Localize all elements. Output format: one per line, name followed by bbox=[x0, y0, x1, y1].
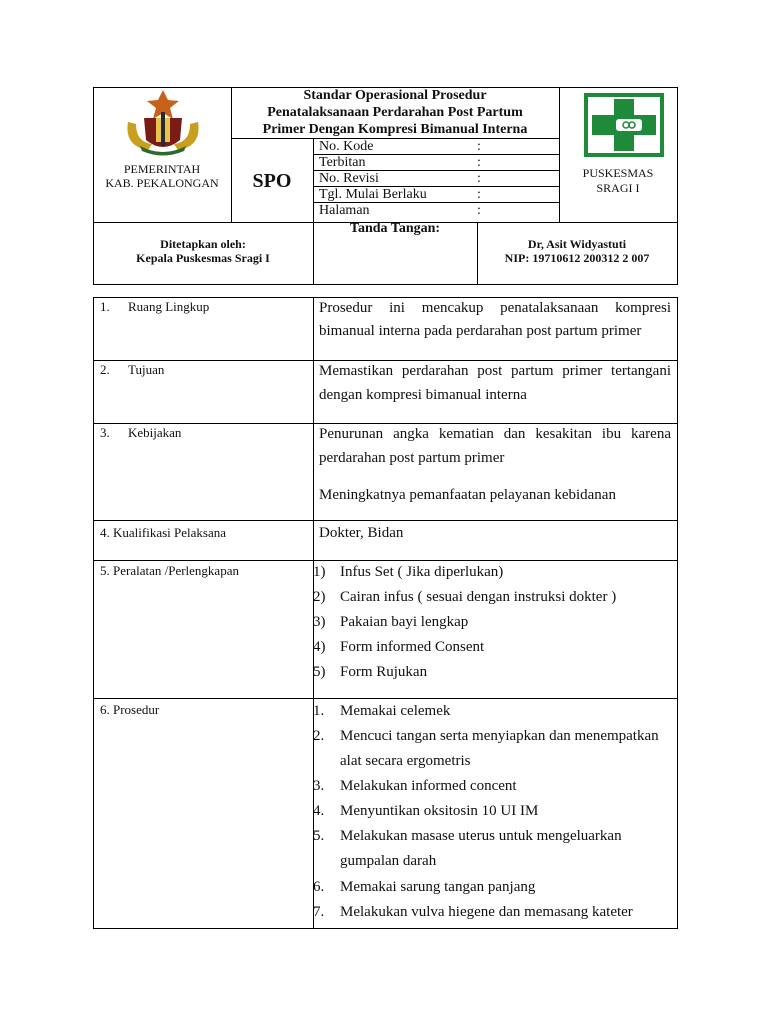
signer-nip: NIP: 19710612 200312 2 007 bbox=[504, 251, 650, 265]
section-1-text-line-2: bimanual interna pada perdarahan post partum primer bbox=[319, 323, 642, 339]
section-1-text-line-1: Prosedur ini mencakup penatalaksanaan kompresi bbox=[319, 300, 671, 316]
section-1-number: 1. bbox=[100, 299, 110, 314]
section-3-text-line-3: Meningkatnya pemanfaatan pelayanan kebidanan bbox=[319, 487, 616, 503]
meta-sep: : bbox=[477, 203, 481, 218]
list-item-number: 1. bbox=[313, 703, 325, 719]
list-item: Menyuntikan oksitosin 10 UI IM bbox=[340, 803, 539, 819]
list-item-number: 4) bbox=[313, 639, 326, 655]
section-6-label: 6. Prosedur bbox=[100, 702, 160, 717]
list-item: Melakukan vulva hiegene dan memasang kateter bbox=[340, 904, 633, 920]
section-2-text-line-1: Memastikan perdarahan post partum primer tertangani bbox=[319, 363, 671, 379]
set-by-label: Ditetapkan oleh: bbox=[160, 237, 246, 251]
list-item-number: 5. bbox=[313, 828, 325, 844]
section-3-text-line-1: Penurunan angka kematian dan kesakitan ibu karena bbox=[319, 426, 671, 442]
section-4-label: 4. Kualifikasi Pelaksana bbox=[100, 525, 226, 540]
title-line-2: Penatalaksanaan Perdarahan Post Partum bbox=[267, 105, 523, 120]
meta-sep: : bbox=[477, 171, 481, 186]
list-item: Memakai sarung tangan panjang bbox=[340, 879, 536, 895]
title-line-3: Primer Dengan Kompresi Bimanual Interna bbox=[262, 122, 528, 137]
meta-label-tgl-mulai: Tgl. Mulai Berlaku bbox=[319, 187, 427, 202]
title-line-1: Standar Operasional Prosedur bbox=[303, 88, 487, 103]
list-item: Form Rujukan bbox=[340, 664, 428, 680]
left-org-line-1: PEMERINTAH bbox=[123, 162, 201, 176]
section-5-label: 5. Peralatan /Perlengkapan bbox=[100, 563, 239, 578]
list-item-continuation: gumpalan darah bbox=[340, 853, 437, 869]
list-item-number: 2. bbox=[313, 728, 325, 744]
list-item: Memakai celemek bbox=[340, 703, 451, 719]
list-item-continuation: alat secara ergometris bbox=[340, 753, 471, 769]
pekalongan-crest-logo bbox=[122, 88, 204, 158]
list-item-number: 2) bbox=[313, 589, 326, 605]
list-item: Infus Set ( Jika diperlukan) bbox=[340, 564, 504, 580]
list-item-number: 5) bbox=[313, 664, 326, 680]
meta-sep: : bbox=[477, 139, 481, 154]
meta-label-no-kode: No. Kode bbox=[319, 139, 374, 154]
list-item: Form informed Consent bbox=[340, 639, 485, 655]
meta-label-halaman: Halaman bbox=[319, 203, 370, 218]
list-item-number: 7. bbox=[313, 904, 325, 920]
section-2-number: 2. bbox=[100, 362, 110, 377]
signer-name: Dr, Asit Widyastuti bbox=[527, 237, 627, 251]
meta-label-no-revisi: No. Revisi bbox=[319, 171, 379, 186]
meta-sep: : bbox=[477, 187, 481, 202]
list-item: Cairan infus ( sesuai dengan instruksi dokter ) bbox=[340, 589, 617, 605]
list-item: Pakaian bayi lengkap bbox=[340, 614, 469, 630]
list-item: Melakukan masase uterus untuk mengeluarkan bbox=[340, 828, 622, 844]
spo-label: SPO bbox=[252, 170, 292, 192]
section-3-number: 3. bbox=[100, 425, 110, 440]
list-item-number: 3) bbox=[313, 614, 326, 630]
section-4-value: Dokter, Bidan bbox=[319, 525, 404, 541]
list-item: Melakukan informed concent bbox=[340, 778, 517, 794]
section-2-text-line-2: dengan kompresi bimanual interna bbox=[319, 387, 527, 403]
meta-sep: : bbox=[477, 155, 481, 170]
list-item-number: 4. bbox=[313, 803, 325, 819]
left-org-line-2: KAB. PEKALONGAN bbox=[105, 176, 219, 190]
set-by-title: Kepala Puskesmas Sragi I bbox=[136, 251, 270, 265]
section-3-label: Kebijakan bbox=[128, 425, 182, 440]
right-org-line-1: PUSKESMAS bbox=[582, 166, 654, 180]
list-item-number: 1) bbox=[313, 564, 326, 580]
list-item-number: 3. bbox=[313, 778, 325, 794]
section-2-label: Tujuan bbox=[128, 362, 165, 377]
meta-label-terbitan: Terbitan bbox=[319, 155, 366, 170]
section-1-label: Ruang Lingkup bbox=[128, 299, 210, 314]
list-item-number: 6. bbox=[313, 879, 325, 895]
section-3-text-line-2: perdarahan post partum primer bbox=[319, 450, 505, 466]
signature-label: Tanda Tangan: bbox=[349, 221, 441, 236]
list-item: Mencuci tangan serta menyiapkan dan menempatkan bbox=[340, 728, 659, 744]
puskesmas-cross-logo bbox=[584, 93, 664, 157]
right-org-line-2: SRAGI I bbox=[596, 181, 640, 195]
